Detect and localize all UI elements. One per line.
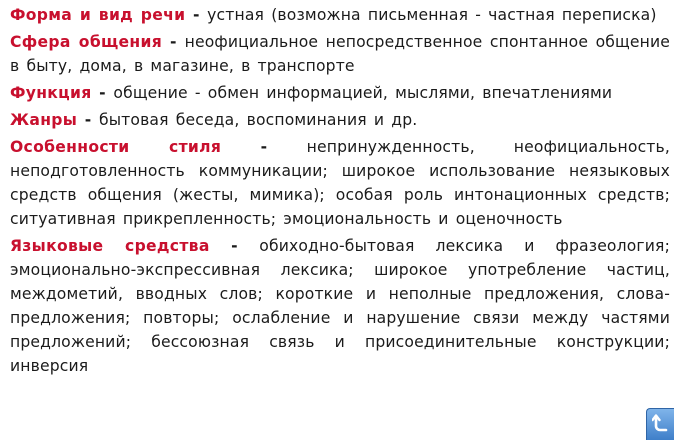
return-arrow-icon: [652, 414, 670, 434]
item-term: Особенности стиля: [10, 138, 222, 156]
item-term: Функция: [10, 84, 92, 102]
return-button[interactable]: [646, 408, 674, 440]
item-text: непринужденность, неофициальность, неподготовленность коммуникации; широкое использование неязыковых средств общения (жесты, мимика); особая роль интонационных средств; ситуативная прикрепленность; эмоциональность и оценочность: [10, 138, 670, 228]
item-dash: -: [185, 6, 208, 24]
slide-content: [10, 3, 670, 378]
item-dash: -: [221, 138, 307, 156]
item-text: устная (возможна письменная - частная переписка): [207, 6, 657, 24]
item-text: неофициальное непосредственное спонтанное общение в быту, дома, в магазине, в транспорте: [10, 33, 670, 75]
item-style-features: [10, 135, 670, 231]
item-term: Форма и вид речи: [10, 6, 186, 24]
item-function: [10, 81, 670, 105]
item-text: бытовая беседа, воспоминания и др.: [98, 111, 418, 129]
item-dash: -: [77, 111, 99, 129]
item-text: общение - обмен информацией, мыслями, впечатлениями: [113, 84, 613, 102]
item-dash: -: [162, 33, 185, 51]
item-dash: -: [91, 84, 114, 102]
item-speech-form: [10, 3, 670, 27]
item-term: Жанры: [10, 111, 78, 129]
item-term: Сфера общения: [10, 33, 163, 51]
item-genres: [10, 108, 670, 132]
item-communication-sphere: [10, 30, 670, 78]
item-text: обиходно-бытовая лексика и фразеология; эмоционально-экспрессивная лексика; широкое употребление частиц, междометий, вводных слов; короткие и неполные предложения, слова-предложения; повторы; ослабление и нарушение связи между частями предложений; бессоюзная связь и присоединительные конструкции; инверсия: [10, 237, 670, 375]
item-language-means: [10, 234, 670, 378]
item-dash: -: [209, 237, 260, 255]
item-term: Языковые средства: [10, 237, 210, 255]
